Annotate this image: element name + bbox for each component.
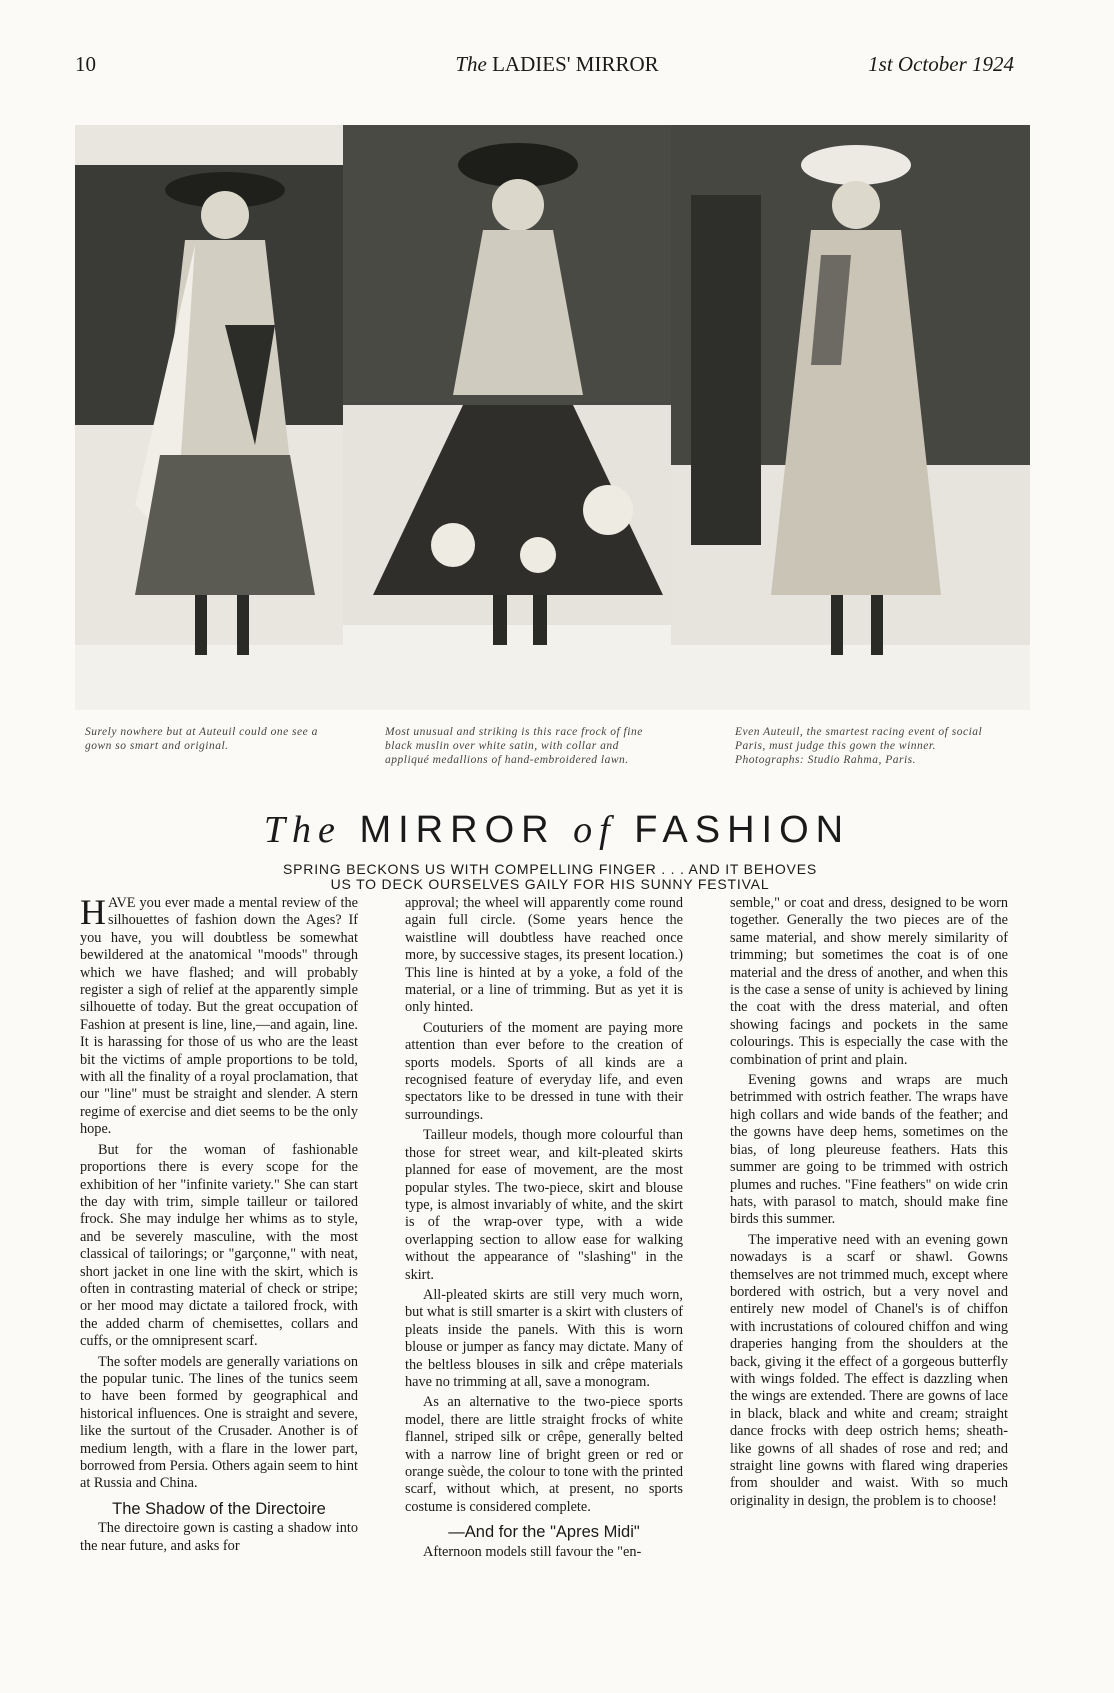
caption-right: [735, 725, 1010, 767]
page-number: 10: [75, 52, 96, 76]
title-fashion: FASHION: [634, 809, 851, 851]
paragraph: Couturiers of the moment are paying more attention than ever before to the creation of sports models. Sports of all kinds are a recognised feature of everyday life, and even spectators like to be dressed in tune with their surroundings.: [405, 1019, 683, 1123]
paragraph: semble," or coat and dress, designed to be worn together. Generally the two pieces are of the same material, and show merely similarity of trimming; but sometimes the coat is of one material and the dress of another, and when this is the case a sense of unity is achieved by lining the coat with the dress material, and often showing facings and pockets in the same colourings. This is especially the case with the combination of print and plain.: [730, 895, 1008, 1068]
title-the: The: [263, 809, 342, 851]
title-mirror: MIRROR: [359, 809, 556, 851]
title-of: of: [573, 809, 617, 851]
article-column-1: [80, 895, 358, 1675]
photo-middle: [343, 125, 693, 710]
subtitle-line-1: SPRING BECKONS US WITH COMPELLING FINGER . . . AND IT BEHOVES: [283, 861, 817, 877]
caption-left-text: Surely nowhere but at Auteuil could one see a gown so smart and original.: [85, 726, 318, 752]
masthead-title: LADIES' MIRROR: [492, 52, 659, 76]
subheading-directoire: The Shadow of the Directoire: [112, 1499, 326, 1518]
masthead-the: The: [455, 52, 487, 76]
article-column-3: [730, 895, 1008, 1675]
paragraph: The softer models are generally variations on the popular tunic. The lines of the tunics seem to have been formed by geographical and historical influences. One is straight and severe, like the surtout of the Crusader. Another is of medium length, with a flare in the lower part, borrowed from Persia. Others again seem to hint at Russia and China.: [80, 1353, 358, 1492]
paragraph: Afternoon models still favour the "en-: [423, 1543, 642, 1560]
paragraph: But for the woman of fashionable proportions there is every scope for the exhibition of her "infinite variety." She can start the day with trim, simple tailleur or tailored frock. She may indulge her whims as to style, and be severely masculine, with the most classical of tailorings; or "garçonne," with neat, short jacket in one line with the skirt, which is often in contrasting material of check or stripe; or her mood may dictate a tailored frock, with the added charm of chemisettes, collars and cuffs, or the omnipresent scarf.: [80, 1141, 358, 1350]
paragraph: approval; the wheel will apparently come round again full circle. (Some years hence the waistline will doubtless have reached once more, by successive stages, its present location.) This line is hinted at by a yoke, a fold of the material, or a line of trimming. But as yet it is only hinted.: [405, 895, 683, 1016]
caption-middle-text: Most unusual and striking is this race frock of fine black muslin over white satin, with collar and appliqué medallions of hand-embroidered lawn.: [385, 726, 643, 766]
page-header: [0, 52, 1114, 82]
paragraph: The directoire gown is casting a shadow into the near future, and asks for: [80, 1520, 358, 1554]
article-subtitle: [270, 862, 830, 892]
caption-right-text: Even Auteuil, the smartest racing event of social Paris, must judge this gown the winner.: [735, 726, 983, 752]
paragraph: All-pleated skirts are still very much worn, but what is still smarter is a skirt with clusters of pleats inside the panels. With this is worn blouse or jumper as fancy may dictate. Many of the beltless blouses in silk and crêpe materials have no trimming at all, save a monogram.: [405, 1286, 683, 1390]
paragraph: The imperative need with an evening gown nowadays is a scarf or shawl. Gowns themselves are not trimmed much, except where bordered with ostrich, but a very novel and entirely new model of Chanel's is of chiffon with incrustations of coloured chiffon and wing draperies hanging from the shoulders at the back, giving it the effect of a gorgeous butterfly with wings folded. The effect is dazzling when the wings are extended. There are gowns of lace in black, black and white and cream; straight dance frocks with deep ostrich hems; sheath-like gowns of all shades of rose and red; and straight line gowns with flared wing draperies from shoulder and waist. With so much originality in design, the problem is to choose!: [730, 1231, 1008, 1509]
issue-date: 1st October 1924: [868, 52, 1014, 76]
paragraph: HAVE you ever made a mental review of the silhouettes of fashion down the Ages? If you have, you will doubtless be somewhat bewildered at the anatomical "moods" through which we have flashed; and will probably register a sigh of relief at the apparently simple silhouette of today. But the great occupation of Fashion at present is line, line,—and again, line. It is harassing for those of us who are the least bit the victims of ample proportions to be told, with all the finality of a royal proclamation, that our "line" must be straight and slender. A stern regime of exercise and diet seems to be the only hope.: [80, 895, 358, 1138]
photo-credit: Photographs: Studio Rahma, Paris.: [735, 754, 917, 766]
photo-left: [75, 125, 365, 710]
article-title: [0, 808, 1114, 852]
photo-right: [671, 125, 1030, 710]
drop-cap: H: [80, 895, 106, 932]
paragraph: As an alternative to the two-piece sports model, there are little straight frocks of white flannel, striped silk or crêpe, generally belted with a narrow line of bright green or red or orange suède, the colour to tone with the printed scarf, without which, at present, no sports costume is considered complete.: [405, 1394, 683, 1515]
caption-left: [85, 725, 325, 753]
subheading-apres-midi: —And for the "Apres Midi": [448, 1523, 640, 1542]
fashion-photographs: [75, 125, 1030, 710]
paragraph: Tailleur models, though more colourful than those for street wear, and kilt-pleated skirts planned for ease of movement, are the most popular styles. The two-piece, skirt and blouse type, is almost invariably of white, and the skirt is of the wrap-over type, with a wide overlapping section to allow ease for walking without the appearance of "slashing" in the skirt.: [405, 1127, 683, 1283]
caption-middle: [385, 725, 645, 767]
paragraph: Evening gowns and wraps are much betrimmed with ostrich feather. The wraps have high collars and wide bands of the feather; and the gowns have deep hems, sometimes on the bias, of long pleureuse feathers. Hats this summer are going to be trimmed with ostrich plumes and ruches. "Fine feathers" on wide crin hats, with parasol to match, should make fine birds this summer.: [730, 1072, 1008, 1228]
subtitle-line-2: US TO DECK OURSELVES GAILY FOR HIS SUNNY FESTIVAL: [330, 876, 770, 892]
article-column-2: [405, 895, 683, 1675]
